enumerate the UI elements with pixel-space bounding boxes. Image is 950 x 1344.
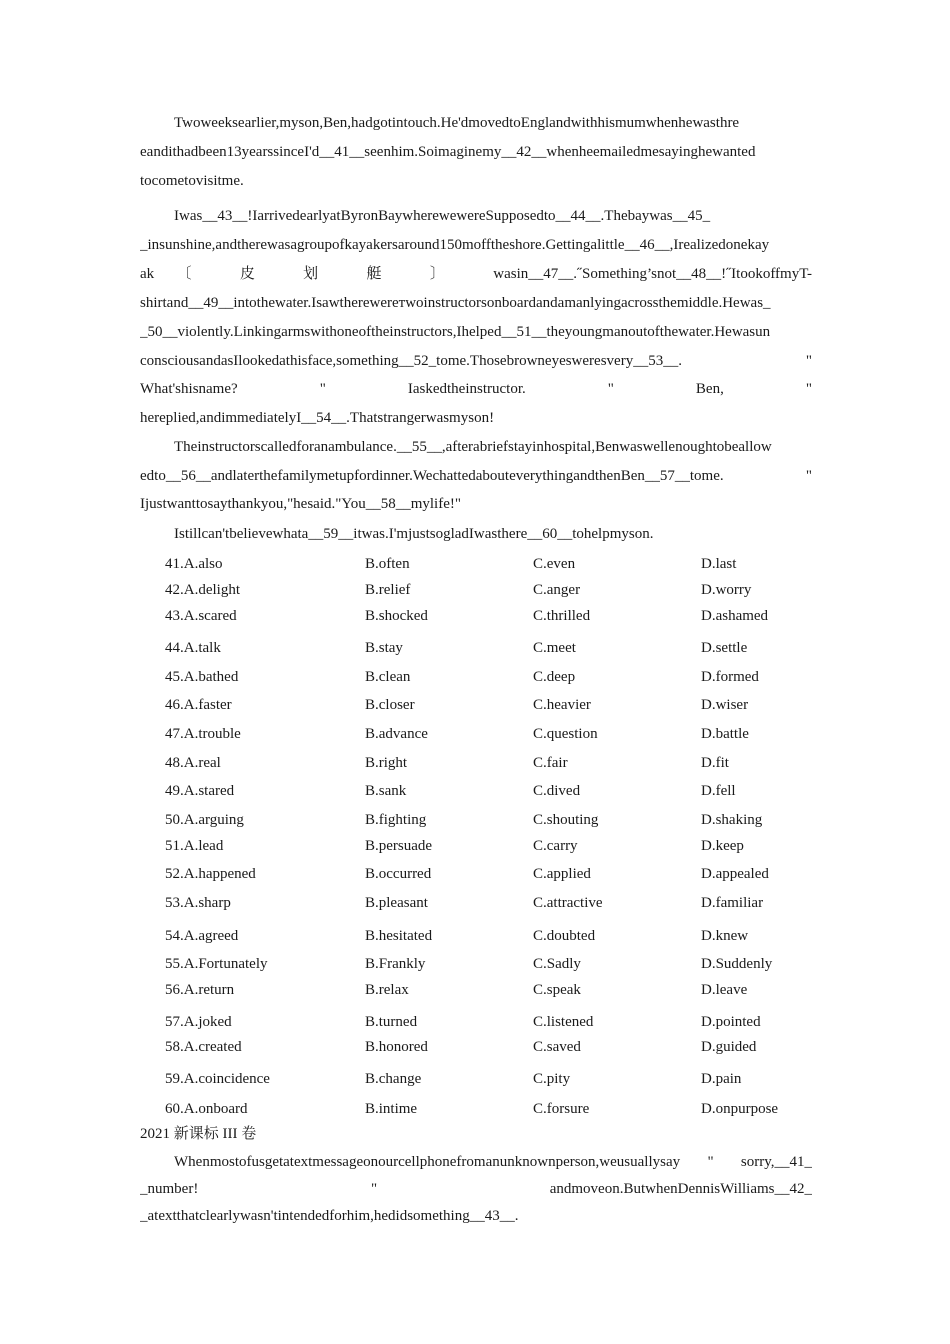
passage-line: _number! " andmoveon.ButwhenDennisWilliams__42_ (140, 1181, 812, 1197)
option-b: B.hesitated (365, 928, 433, 944)
option-d: D.keep (701, 838, 744, 854)
option-a: 41.A.also (165, 556, 223, 572)
option-a: 43.A.scared (165, 608, 237, 624)
passage-line: eandithadbeen13yearssinceI'd__41__seenhim.Soimaginemy__42__whenheemailedmesayinghewanted (140, 144, 756, 160)
option-b: B.advance (365, 726, 428, 742)
option-d: D.shaking (701, 812, 763, 828)
option-b: B.pleasant (365, 895, 428, 911)
option-b: B.intime (365, 1101, 418, 1117)
passage-line: ak〔 皮 划 艇 〕 wasin__47__.˝Something’snot__48__!˝ItookoffmyT- (140, 266, 812, 282)
option-c: C.thrilled (533, 608, 591, 624)
passage-line: tocometovisitme. (140, 173, 244, 189)
passage-line: _50__violently.Linkingarmswithoneoftheinstructors,Ihelped__51__theyoungmanoutofthewater.Hewasun (140, 324, 771, 340)
passage-line: Istillcan'tbelievewhata__59__itwas.I'mjustsogladIwasthere__60__tohelpmyson. (174, 526, 654, 542)
option-a: 45.A.bathed (165, 669, 239, 685)
option-d: D.ashamed (701, 608, 769, 624)
passage-line: hereplied,andimmediatelyI__54__.Thatstrangerwasmyson! (140, 410, 495, 426)
option-d: D.pointed (701, 1014, 761, 1030)
option-d: D.leave (701, 982, 748, 998)
passage-line: edto__56__andlaterthefamilymetupfordinner.WechattedabouteverythingandthenBen__57__tome. " (140, 468, 812, 484)
option-d: D.familiar (701, 895, 764, 911)
option-a: 59.A.coincidence (165, 1071, 270, 1087)
option-a: 48.A.real (165, 755, 221, 771)
option-b: B.shocked (365, 608, 428, 624)
option-b: B.persuade (365, 838, 433, 854)
option-c: C.heavier (533, 697, 591, 713)
option-b: B.fighting (365, 812, 427, 828)
option-c: C.applied (533, 866, 591, 882)
option-a: 55.A.Fortunately (165, 956, 268, 972)
passage-line: Theinstructorscalledforanambulance.__55__,afterabriefstayinhospital,Benwaswellenoughtobeallow (174, 439, 772, 455)
option-c: C.even (533, 556, 576, 572)
passage-line: Ijustwanttosaythankyou,"hesaid."You__58__mylife!" (140, 496, 461, 512)
option-c: C.Sadly (533, 956, 581, 972)
option-b: B.clean (365, 669, 411, 685)
option-c: C.doubted (533, 928, 596, 944)
option-d: D.pain (701, 1071, 742, 1087)
option-c: C.deep (533, 669, 576, 685)
option-a: 60.A.onboard (165, 1101, 248, 1117)
option-a: 42.A.delight (165, 582, 240, 598)
option-c: C.pity (533, 1071, 571, 1087)
option-b: B.change (365, 1071, 422, 1087)
option-b: B.sank (365, 783, 407, 799)
passage-line: consciousandasIlookedathisface,something__52_tome.Thosebrowneyesweresvery__53__. " (140, 353, 812, 369)
passage-line: What'shisname? " Iaskedtheinstructor. " Ben, " (140, 381, 812, 397)
option-a: 44.A.talk (165, 640, 221, 656)
option-a: 50.A.arguing (165, 812, 244, 828)
option-d: D.appealed (701, 866, 769, 882)
option-a: 47.A.trouble (165, 726, 241, 742)
option-a: 54.A.agreed (165, 928, 239, 944)
option-d: D.formed (701, 669, 759, 685)
option-b: B.honored (365, 1039, 428, 1055)
option-b: B.Frankly (365, 956, 426, 972)
option-b: B.relax (365, 982, 409, 998)
option-b: B.relief (365, 582, 411, 598)
option-a: 58.A.created (165, 1039, 242, 1055)
option-d: D.settle (701, 640, 748, 656)
option-a: 57.A.joked (165, 1014, 232, 1030)
option-a: 56.A.return (165, 982, 235, 998)
passage-line: Twoweeksearlier,myson,Ben,hadgotintouch.He'dmovedtoEnglandwithhismumwhenhewasthre (174, 115, 740, 131)
option-b: B.turned (365, 1014, 418, 1030)
option-b: B.closer (365, 697, 415, 713)
option-c: C.anger (533, 582, 581, 598)
option-d: D.fit (701, 755, 729, 771)
option-c: C.question (533, 726, 598, 742)
passage-line: Whenmostofusgetatextmessageonourcellphonefromanunknownperson,weusuallysay " sorry,__41_ (174, 1154, 812, 1170)
option-b: B.right (365, 755, 408, 771)
option-c: C.fair (533, 755, 568, 771)
option-b: B.often (365, 556, 410, 572)
option-d: D.Suddenly (701, 956, 773, 972)
option-d: D.worry (701, 582, 752, 598)
option-c: C.attractive (533, 895, 603, 911)
passage-line: Iwas__43__!IarrivedearlyatByronBaywherewewereSupposedto__44__.Thebaywas__45_ (174, 208, 711, 224)
option-c: C.speak (533, 982, 581, 998)
option-d: D.onpurpose (701, 1101, 779, 1117)
option-a: 53.A.sharp (165, 895, 231, 911)
option-d: D.wiser (701, 697, 749, 713)
option-a: 49.A.stared (165, 783, 235, 799)
option-c: C.meet (533, 640, 576, 656)
option-c: C.saved (533, 1039, 581, 1055)
option-d: D.guided (701, 1039, 757, 1055)
option-b: B.stay (365, 640, 403, 656)
passage-line: _insunshine,andtherewasagroupofkayakersaround150mofftheshore.Gettingalittle__46__,Irealizedonekay (140, 237, 770, 253)
option-d: D.knew (701, 928, 749, 944)
option-a: 46.A.faster (165, 697, 232, 713)
option-d: D.battle (701, 726, 749, 742)
option-d: D.last (701, 556, 737, 572)
option-b: B.occurred (365, 866, 432, 882)
passage-line: shirtand__49__intothewater.Isawtherewereтwoinstructorsonboardandamanlyingacrossthemiddle.Hewas_ (140, 295, 771, 311)
option-c: C.forsure (533, 1101, 590, 1117)
option-c: C.carry (533, 838, 578, 854)
option-c: C.listened (533, 1014, 594, 1030)
passage-line: _atextthatclearlywasn'tintendedforhim,hedidsomething__43__. (140, 1208, 519, 1224)
option-a: 52.A.happened (165, 866, 256, 882)
section-title: 2021 新课标 III 卷 (140, 1126, 257, 1142)
option-d: D.fell (701, 783, 736, 799)
option-c: C.shouting (533, 812, 599, 828)
option-a: 51.A.lead (165, 838, 224, 854)
option-c: C.dived (533, 783, 581, 799)
